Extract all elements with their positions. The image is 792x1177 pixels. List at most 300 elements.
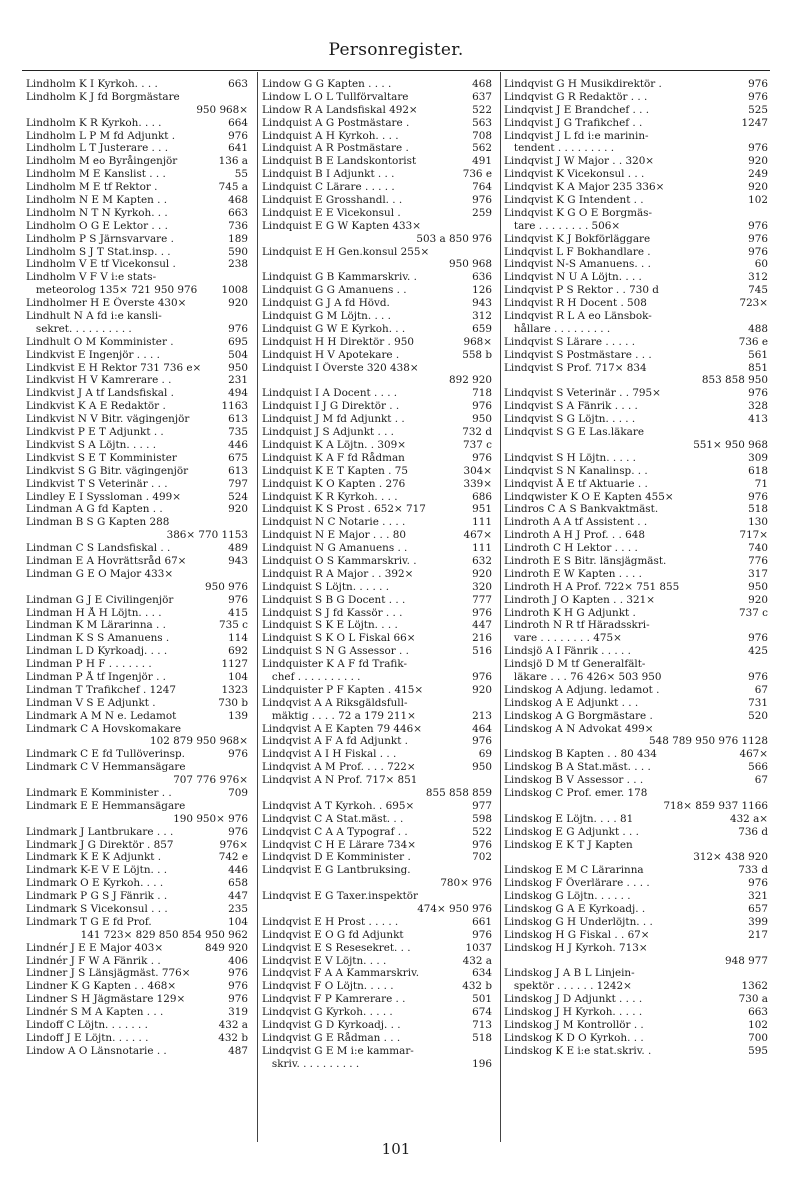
entry-page-refs: 943 (228, 554, 248, 567)
register-entry (26, 1019, 248, 1032)
entry-name: Lindquist I Överste 320 438× (262, 361, 419, 374)
register-entry (262, 233, 492, 246)
register-entry (504, 581, 768, 594)
entry-page-refs: 663 (228, 78, 248, 90)
entry-name: Lindman P H F . . . . . . . (26, 658, 152, 671)
entry-name: Lindskog J H Kyrkoh. . . . . (504, 1006, 643, 1019)
entry-name: Lindmark J Lantbrukare . . . (26, 825, 174, 838)
entry-name: Lindqvist K Vicekonsul . . . (504, 168, 645, 181)
entry-page-refs (766, 130, 768, 143)
entry-name: Lindkvist N V Bitr. vägingenjör (26, 413, 190, 426)
register-entry (504, 336, 768, 349)
entry-name: Lindquist K E T Kapten . 75 (262, 464, 408, 477)
entry-name: Lindquist B E Landskontorist (262, 155, 417, 168)
entry-name: Lindkvist P E T Adjunkt . . (26, 426, 164, 439)
register-entry (262, 684, 492, 697)
register-entry (504, 168, 768, 181)
entry-page-refs: 464 (472, 722, 492, 735)
register-entry (262, 491, 492, 504)
register-entry (504, 207, 768, 220)
register-entry (504, 297, 768, 310)
entry-page-refs: 659 (472, 322, 492, 335)
entry-page-refs: 312 (472, 310, 492, 323)
entry-page-refs: 520 (748, 709, 768, 722)
register-entry (262, 374, 492, 387)
entry-name: Lindqvist J W Major . . 320× (504, 155, 655, 168)
entry-name: Lindqvist E O G fd Adjunkt (262, 928, 404, 941)
entry-page-refs: 126 (472, 284, 492, 297)
entry-page-refs: 196 (472, 1057, 492, 1070)
entry-page-refs: 737 c (463, 438, 492, 451)
entry-name: Lindqvist A M Prof. . . . 722× (262, 761, 416, 774)
entry-name: hållare . . . . . . . . . (504, 322, 611, 335)
register-entry (262, 117, 492, 130)
register-entry (262, 142, 492, 155)
entry-page-refs: 561 (748, 348, 768, 361)
entry-name: Lindquist S J fd Kassör . . . (262, 606, 403, 619)
register-entry (26, 503, 248, 516)
entry-page-refs: 104 (228, 915, 248, 928)
entry-name: Lindholm M eo Byråingenjör (26, 155, 178, 168)
entry-name: Lindquist K A Löjtn. . 309× (262, 438, 406, 451)
entry-page-refs (766, 310, 768, 323)
entry-name: Lindskog F Överlärare . . . . (504, 877, 650, 890)
entry-page-refs: 235 (228, 903, 248, 915)
entry-name: Lindqvist K J Bokförläggare (504, 232, 651, 245)
register-entry (262, 529, 492, 542)
register-entry (262, 839, 492, 852)
entry-name: Lindquist R A Major . . 392× (262, 567, 414, 580)
register-entry (262, 181, 492, 194)
entry-name: Lindquist G M Löjtn. . . . (262, 310, 391, 323)
entry-name: Lindqvist E V Löjtn. . . . (262, 954, 387, 967)
entry-page-refs: 920 (748, 593, 768, 606)
register-entry (262, 1045, 492, 1058)
register-entry (504, 697, 768, 710)
register-entry (26, 207, 248, 220)
register-entry (504, 851, 768, 864)
entry-page-refs: 190 950× 976 (173, 812, 248, 825)
entry-name: tendent . . . . . . . . . (504, 142, 615, 155)
register-entry (26, 645, 248, 658)
entry-page-refs: 950 (748, 580, 768, 593)
entry-name: Lindskog E G Adjunkt . . . (504, 825, 639, 838)
entry-name: Lindskog E K T J Kapten (504, 838, 633, 851)
entry-page-refs: 415 (228, 606, 248, 619)
register-entry (26, 594, 248, 607)
entry-name: Lindskog K E i:e stat.skriv. . (504, 1044, 652, 1057)
entry-name: Lindquist H V Apotekare . (262, 348, 400, 361)
register-entry (26, 400, 248, 413)
entry-page-refs: 736 d (738, 825, 768, 838)
entry-name: Lindholm V E tf Vicekonsul . (26, 258, 176, 271)
entry-name: Lindnér J E E Major 403× (26, 941, 164, 954)
register-entry (504, 503, 768, 516)
register-entry (262, 439, 492, 452)
register-entry (504, 993, 768, 1006)
entry-name: Lindqvist F A A Kammarskriv. (262, 967, 420, 980)
entry-name: Lindholm P S Järnsvarvare . (26, 232, 174, 245)
register-entry (504, 349, 768, 362)
entry-page-refs: 735 c (219, 619, 248, 632)
entry-name: Lindqvist N U A Löjtn. . . . (504, 271, 642, 284)
entry-page-refs: 1127 (221, 658, 248, 671)
entry-name: Lindman G E O Major 433× (26, 567, 174, 580)
entry-page-refs: 717× (739, 529, 768, 542)
entry-page-refs: 776 (748, 554, 768, 567)
register-entry (262, 310, 492, 323)
register-entry (504, 465, 768, 478)
register-entry (504, 284, 768, 297)
entry-page-refs: 920 (228, 297, 248, 310)
register-entry (262, 194, 492, 207)
entry-page-refs (246, 516, 248, 529)
entry-page-refs: 425 (748, 645, 768, 658)
entry-name: Lindqvist C A A Typograf . . (262, 825, 408, 838)
entry-page-refs: 718 (472, 387, 492, 400)
entry-name: Lindquist E E Vicekonsul . (262, 206, 401, 219)
entry-page-refs: 950 (472, 413, 492, 426)
register-entry (262, 735, 492, 748)
entry-page-refs: 189 (228, 232, 248, 245)
register-entry (504, 78, 768, 91)
entry-name: Lindquist G B Kammarskriv. . (262, 271, 417, 284)
register-entry (26, 542, 248, 555)
entry-page-refs: 733 d (738, 864, 768, 877)
entry-page-refs: 780× 976 (440, 877, 492, 890)
register-entry (262, 581, 492, 594)
entry-name: Lindroth K H G Adjunkt . (504, 606, 636, 619)
register-entry (26, 774, 248, 787)
entry-page-refs: 446 (228, 438, 248, 451)
entry-name: Lindqvist E G Taxer.inspektör (262, 890, 419, 903)
entry-page-refs: 562 (472, 142, 492, 155)
entry-name: Lindqvist S N Kanalinsp. . . (504, 464, 648, 477)
entry-name: Lindley E I Syssloman . 499× (26, 490, 181, 503)
entry-page-refs: 1008 (221, 284, 248, 297)
entry-name: Lindros C A S Bankvaktmäst. (504, 503, 659, 516)
entry-name: Lindmark S Vicekonsul . . . (26, 903, 168, 915)
entry-name: Lindqvist E H Prost . . . . . (262, 915, 399, 928)
entry-page-refs: 55 (234, 168, 248, 181)
entry-name: Lindroth E S Bitr. länsjägmäst. (504, 554, 667, 567)
entry-page-refs: 637 (472, 90, 492, 103)
register-entry (262, 671, 492, 684)
entry-page-refs: 309 (748, 451, 768, 464)
register-entry (504, 452, 768, 465)
entry-name: Lindner S H Jägmästare 129× (26, 993, 186, 1006)
entry-name: Lindskog A Adjung. ledamot . (504, 683, 660, 696)
entry-name: Lindskog G A E Kyrkoadj. . (504, 903, 646, 915)
entry-page-refs: 948 977 (725, 954, 768, 967)
entry-name: Lindroth N R tf Häradsskri- (504, 619, 650, 632)
entry-page-refs: 102 (748, 1019, 768, 1032)
entry-page-refs: 920 (748, 155, 768, 168)
entry-page-refs: 558 b (462, 348, 492, 361)
register-entry (504, 735, 768, 748)
entry-page-refs: 892 920 (449, 374, 492, 387)
register-entry (26, 336, 248, 349)
register-entry (262, 800, 492, 813)
entry-page-refs: 976 (472, 606, 492, 619)
register-entry (504, 323, 768, 336)
entry-name: Lindqvist K A Major 235 336× (504, 181, 665, 194)
register-entry (504, 91, 768, 104)
register-entry (504, 813, 768, 826)
entry-name: Lindholm K J fd Borgmästare (26, 90, 180, 103)
register-entry (26, 581, 248, 594)
entry-name: Lindquist S Löjtn. . . . . . (262, 580, 390, 593)
register-entry (262, 91, 492, 104)
register-entry (504, 774, 768, 787)
entry-name: Lindqvist K G Intendent . . (504, 194, 644, 207)
entry-name: Lindqvist F O Löjtn. . . . . (262, 980, 394, 993)
entry-page-refs: 976 (748, 142, 768, 155)
entry-page-refs: 976× (219, 838, 248, 851)
register-entry (262, 877, 492, 890)
entry-page-refs: 320 (472, 580, 492, 593)
entry-page-refs: 702 (472, 851, 492, 864)
register-entry (504, 594, 768, 607)
register-entry (262, 220, 492, 233)
column-divider (257, 72, 258, 1142)
entry-page-refs: 855 858 859 (425, 786, 492, 799)
entry-name: Lindskog A E Adjunkt . . . (504, 696, 639, 709)
entry-page-refs: 976 (748, 670, 768, 683)
entry-page-refs: 67 (754, 683, 768, 696)
entry-name: Lindqvist L F Bokhandlare . (504, 245, 651, 258)
register-entry (26, 297, 248, 310)
register-entry (26, 104, 248, 117)
entry-page-refs: 566 (748, 761, 768, 774)
register-entry (26, 980, 248, 993)
entry-page-refs (246, 91, 248, 104)
entry-page-refs: 976 (228, 825, 248, 838)
entry-page-refs: 634 (472, 967, 492, 980)
entry-page-refs: 413 (748, 413, 768, 426)
entry-page-refs: 730 b (218, 696, 248, 709)
entry-name: Lindskog J D Adjunkt . . . . (504, 993, 643, 1006)
entry-name: Lindqvist A N Prof. 717× 851 (262, 774, 418, 787)
entry-name: Lindqvist G E M i:e kammar- (262, 1044, 414, 1057)
entry-page-refs: 595 (748, 1044, 768, 1057)
entry-name: Lindman K M Lärarinna . . (26, 619, 166, 632)
register-entry (26, 142, 248, 155)
register-entry (262, 246, 492, 259)
register-entry (504, 671, 768, 684)
entry-name: Lindmark A M N e. Ledamot (26, 709, 177, 722)
entry-name: Lindquist B I Adjunkt . . . (262, 168, 395, 181)
register-entry (26, 800, 248, 813)
entry-name: Lindquist S N G Assessor . . (262, 645, 409, 658)
entry-page-refs (490, 246, 492, 259)
entry-name: Lindqvist S Postmästare . . . (504, 348, 652, 361)
entry-name: Lindmark E Komminister . . (26, 786, 172, 799)
register-entry (262, 503, 492, 516)
entry-page-refs: 976 (228, 322, 248, 335)
entry-page-refs: 950 976 (205, 580, 248, 593)
entry-name: Lindquist K S Prost . 652× 717 (262, 503, 426, 516)
register-entry (262, 465, 492, 478)
entry-name: Lindoff J E Löjtn. . . . . . (26, 1031, 149, 1044)
register-entry (262, 710, 492, 723)
entry-page-refs: 102 879 950 968× (150, 735, 248, 748)
entry-name: Lindholm S J T Stat.insp. . . (26, 245, 171, 258)
entry-page-refs: 736 e (738, 335, 768, 348)
register-entry (262, 723, 492, 736)
entry-page-refs: 231 (228, 374, 248, 387)
register-entry (504, 413, 768, 426)
entry-page-refs (490, 697, 492, 710)
entry-page-refs: 259 (472, 206, 492, 219)
entry-name: Lindman C S Landsfiskal . . (26, 542, 171, 555)
register-entry (504, 104, 768, 117)
entry-page-refs: 548 789 950 976 1128 (649, 735, 768, 748)
entry-page-refs: 674 (472, 1006, 492, 1019)
entry-page-refs: 976 (472, 735, 492, 748)
entry-name: Lindquist S B G Docent . . . (262, 593, 406, 606)
entry-name: Lindholmer H E Överste 430× (26, 297, 187, 310)
register-entry (26, 967, 248, 980)
register-entry (26, 516, 248, 529)
register-entry (26, 735, 248, 748)
register-entry (504, 194, 768, 207)
entry-page-refs: 1163 (221, 400, 248, 413)
entry-page-refs: 731 (748, 696, 768, 709)
register-entry (262, 916, 492, 929)
entry-name: Lindroth E W Kapten . . . . (504, 567, 642, 580)
register-entry (262, 813, 492, 826)
entry-page-refs: 1247 (741, 116, 768, 129)
entry-page-refs: 524 (228, 490, 248, 503)
register-entry (26, 130, 248, 143)
register-entry (26, 374, 248, 387)
entry-name: Lindhult O M Komminister . (26, 335, 174, 348)
entry-name: Lindman T Trafikchef . 1247 (26, 683, 177, 696)
entry-page-refs: 312 (748, 271, 768, 284)
entry-page-refs: 736 (228, 219, 248, 232)
register-entry (504, 723, 768, 736)
entry-name: Lindman E A Hovrättsråd 67× (26, 554, 187, 567)
entry-name: Lindner J S Länsjägmäst. 776× (26, 967, 191, 980)
register-entry (262, 168, 492, 181)
entry-page-refs: 732 d (462, 426, 492, 439)
entry-page-refs: 141 723× 829 850 854 950 962 (80, 928, 248, 941)
entry-page-refs: 664 (228, 116, 248, 129)
entry-name: Lindholm L T Justerare . . . (26, 142, 169, 155)
entry-page-refs: 713 (472, 1019, 492, 1032)
entry-name: Lindquist A H Kyrkoh. . . . (262, 129, 399, 142)
register-entry (262, 890, 492, 903)
entry-page-refs: 339× (463, 477, 492, 490)
entry-page-refs: 707 776 976× (173, 774, 248, 787)
entry-name: Lindquist H H Direktör . 950 (262, 335, 414, 348)
entry-page-refs: 730 a (738, 993, 768, 1006)
entry-page-refs: 723× (739, 297, 768, 310)
entry-name: Lindmark T G E fd Prof. (26, 915, 152, 928)
entry-name: Lindkvist K A E Redaktör . (26, 400, 166, 413)
entry-page-refs: 976 (472, 451, 492, 464)
entry-name: Lindholm O G E Lektor . . . (26, 219, 168, 232)
entry-name: Lindholm V F V i:e stats- (26, 271, 157, 284)
entry-name: Lindkvist S A Löjtn. . . . . (26, 438, 157, 451)
entry-name: Lindquist J M fd Adjunkt . . (262, 413, 405, 426)
entry-page-refs: 432 b (218, 1031, 248, 1044)
register-entry (26, 452, 248, 465)
entry-name: Lindquist A G Postmästare . (262, 116, 410, 129)
entry-name: Lindner K G Kapten . . 468× (26, 980, 177, 993)
entry-page-refs: 1362 (741, 980, 768, 993)
entry-page-refs: 968× (463, 335, 492, 348)
register-entry (262, 297, 492, 310)
entry-name: Lindoff C Löjtn. . . . . . . (26, 1019, 148, 1032)
register-entry (504, 130, 768, 143)
entry-page-refs: 976 (472, 400, 492, 413)
entry-page-refs: 69 (478, 748, 492, 761)
entry-name: Lindqvist S Veterinär . . 795× (504, 387, 661, 400)
entry-page-refs: 60 (754, 258, 768, 271)
entry-page-refs: 1037 (465, 941, 492, 954)
entry-name: Lindquist G G Amanuens . . (262, 284, 407, 297)
entry-name: Lindqvist J G Trafikchef . . (504, 116, 643, 129)
register-entry (504, 516, 768, 529)
register-entry (504, 400, 768, 413)
entry-name: Lindnér J F W A Fänrik . . (26, 954, 161, 967)
register-entry (262, 1019, 492, 1032)
entry-page-refs (490, 220, 492, 233)
entry-page-refs: 217 (748, 928, 768, 941)
entry-page-refs: 467× (739, 748, 768, 761)
entry-page-refs: 976 (748, 877, 768, 890)
entry-name: Lindholm M E Kanslist . . . (26, 168, 166, 181)
entry-name: chef . . . . . . . . . . (262, 670, 361, 683)
entry-name: Lindqvist G E Rådman . . . (262, 1031, 401, 1044)
register-entry (26, 619, 248, 632)
register-entry (504, 864, 768, 877)
entry-page-refs: 658 (228, 877, 248, 890)
entry-page-refs (766, 967, 768, 980)
register-entry (262, 980, 492, 993)
entry-name: Lindquister P F Kapten . 415× (262, 683, 424, 696)
entry-page-refs: 976 (228, 748, 248, 761)
entry-name: Lindskog J M Kontrollör . . (504, 1019, 644, 1032)
entry-page-refs (766, 658, 768, 671)
entry-page-refs: 491 (472, 155, 492, 168)
entry-page-refs: 525 (748, 103, 768, 116)
register-entry (262, 607, 492, 620)
entry-name: Lindman V S E Adjunkt . (26, 696, 156, 709)
entry-page-refs: 130 (748, 516, 768, 529)
entry-page-refs: 641 (228, 142, 248, 155)
entry-name: Lindman H Å H Löjtn. . . . (26, 606, 162, 619)
entry-name: Lindmark K E K Adjunkt . (26, 851, 162, 864)
entry-page-refs: 976 (748, 245, 768, 258)
register-entry (26, 658, 248, 671)
register-entry (26, 555, 248, 568)
register-entry (26, 723, 248, 736)
entry-name: Lindmark P G S J Fänrik . . (26, 890, 168, 903)
entry-name: Lindqvist A T Kyrkoh. . 695× (262, 799, 415, 812)
entry-page-refs: 139 (228, 709, 248, 722)
entry-page-refs: 708 (472, 129, 492, 142)
entry-page-refs (766, 839, 768, 852)
entry-page-refs: 976 (228, 980, 248, 993)
entry-page-refs: 976 (748, 490, 768, 503)
register-entry (26, 671, 248, 684)
register-entry (26, 117, 248, 130)
entry-page-refs: 976 (748, 219, 768, 232)
entry-name: Lindmark K-E V E Löjtn. . . (26, 864, 168, 877)
